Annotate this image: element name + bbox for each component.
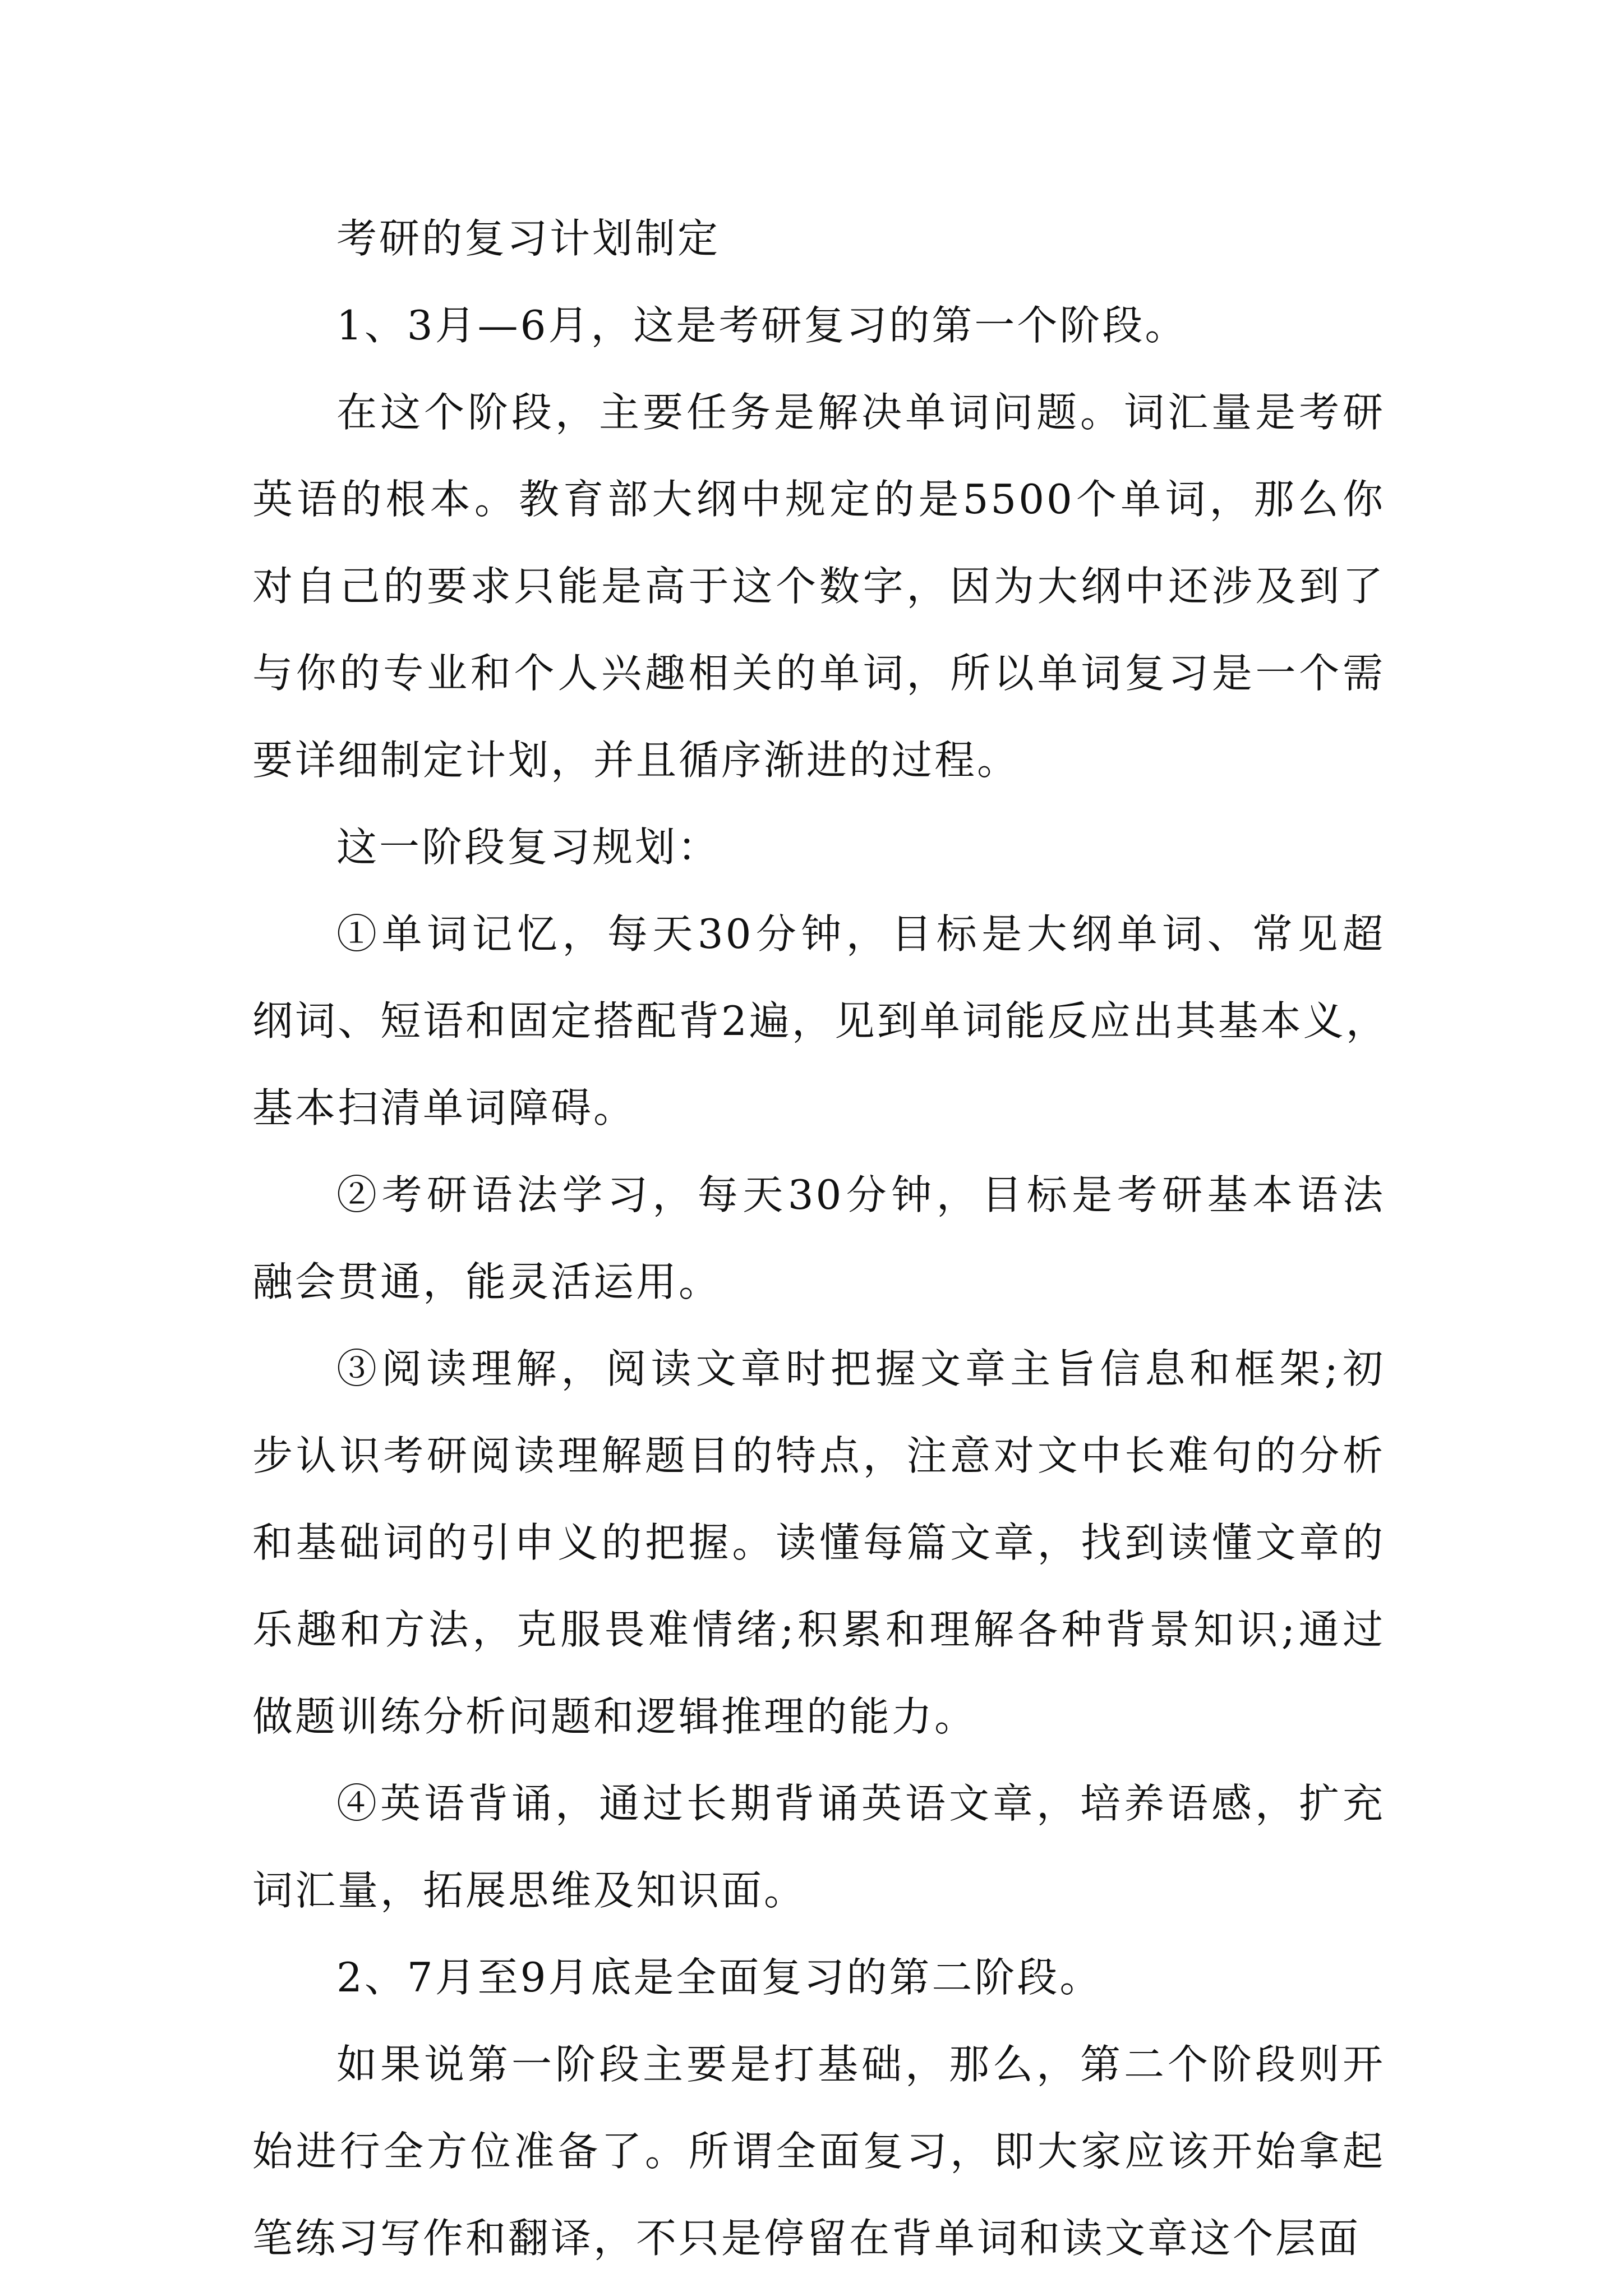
document-title: 考研的复习计划制定 bbox=[336, 215, 721, 262]
list-item-line: 词汇量，拓展思维及知识面。 bbox=[252, 1867, 807, 1914]
paragraph-line: 如果说第一阶段主要是打基础，那么，第二个阶段则开 bbox=[336, 2041, 1385, 2088]
list-item-line: 基本扫清单词障碍。 bbox=[252, 1084, 637, 1131]
list-item-line: 步认识考研阅读理解题目的特点，注意对文中长难句的分析 bbox=[252, 1432, 1385, 1479]
list-item-line: ②考研语法学习，每天30分钟，目标是考研基本语法 bbox=[336, 1171, 1385, 1218]
section-heading-2: 2、7月至9月底是全面复习的第二阶段。 bbox=[336, 1954, 1103, 2001]
section-heading-1: 1、3月—6月，这是考研复习的第一个阶段。 bbox=[336, 302, 1188, 349]
paragraph-line: 要详细制定计划，并且循序渐进的过程。 bbox=[252, 737, 1020, 784]
paragraph-line: 在这个阶段，主要任务是解决单词问题。词汇量是考研 bbox=[336, 389, 1385, 436]
paragraph-line: 英语的根本。教育部大纲中规定的是5500个单词，那么你 bbox=[252, 476, 1385, 523]
list-item-line: 融会贯通，能灵活运用。 bbox=[252, 1258, 722, 1305]
paragraph-line: 对自己的要求只能是高于这个数字，因为大纲中还涉及到了 bbox=[252, 563, 1385, 610]
list-item-line: 和基础词的引申义的把握。读懂每篇文章，找到读懂文章的 bbox=[252, 1519, 1385, 1566]
paragraph-line: 始进行全方位准备了。所谓全面复习，即大家应该开始拿起 bbox=[252, 2128, 1385, 2175]
list-item-line: 乐趣和方法，克服畏难情绪;积累和理解各种背景知识;通过 bbox=[252, 1606, 1385, 1653]
paragraph-line: 与你的专业和个人兴趣相关的单词，所以单词复习是一个需 bbox=[252, 650, 1385, 697]
list-item-line: ④英语背诵，通过长期背诵英语文章，培养语感，扩充 bbox=[336, 1780, 1385, 1827]
paragraph-line: 笔练习写作和翻译，不只是停留在背单词和读文章这个层面 bbox=[252, 2215, 1361, 2262]
list-item-line: 纲词、短语和固定搭配背2遍，见到单词能反应出其基本义， bbox=[252, 997, 1389, 1045]
paragraph-line: 这一阶段复习规划： bbox=[336, 823, 721, 871]
list-item-line: ①单词记忆，每天30分钟，目标是大纲单词、常见超 bbox=[336, 910, 1385, 958]
list-item-line: ③阅读理解，阅读文章时把握文章主旨信息和框架;初 bbox=[336, 1345, 1385, 1392]
list-item-line: 做题训练分析问题和逻辑推理的能力。 bbox=[252, 1693, 978, 1740]
